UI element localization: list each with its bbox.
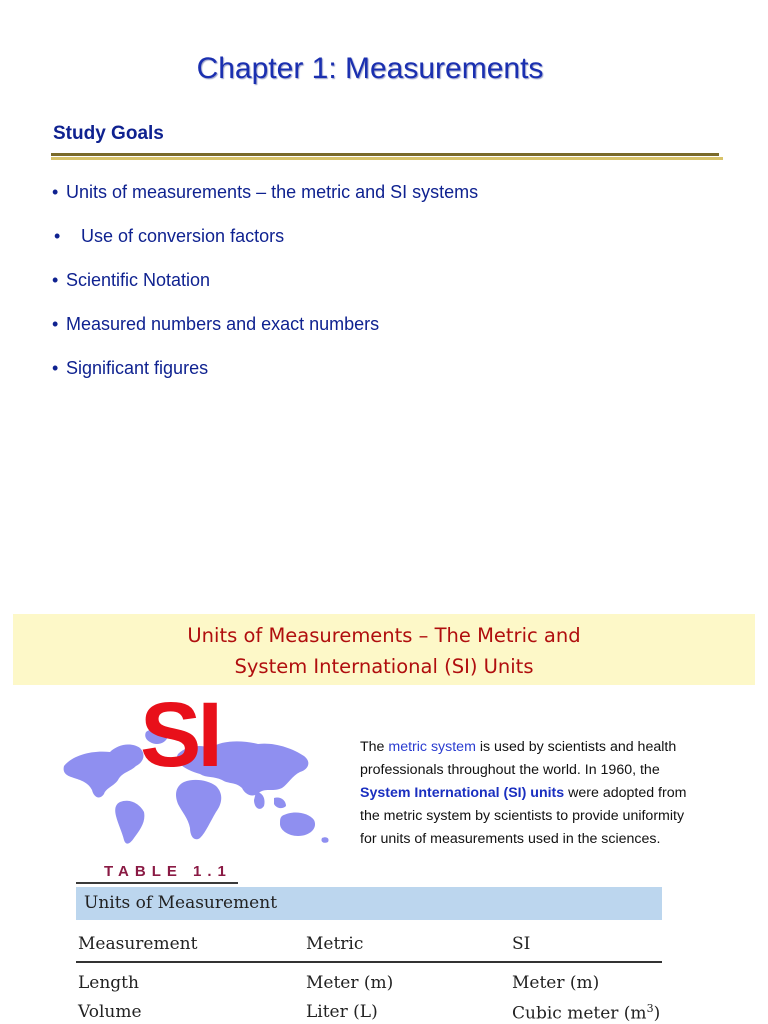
bullet-icon: •: [52, 358, 59, 378]
study-goals-list: [52, 182, 478, 402]
si-logo-text: SI: [140, 688, 219, 786]
column-header-si: SI: [512, 934, 531, 954]
metric-system-term: metric system: [388, 739, 476, 755]
slide-title-banner: [13, 614, 755, 685]
list-item: • Units of measurements – the metric and SI systems: [52, 182, 479, 202]
table-caption-bar: [76, 887, 662, 920]
bullet-icon: •: [52, 182, 59, 202]
table-label: TABLE 1.1: [104, 863, 232, 880]
table-caption: Units of Measurement: [84, 893, 278, 913]
heading-divider-shadow: [51, 157, 723, 160]
metric-system-paragraph: The metric system is used by scientists and health professionals throughout the world. In 1960, the System International (SI) units were adopted from the metric system by scientists to provide uniformity for units of measurements used in the sciences.: [360, 739, 687, 847]
table-cell: Meter (m): [306, 973, 394, 993]
si-world-map-logo: [60, 688, 340, 848]
si-units-term: System International (SI) units: [360, 785, 565, 801]
table-cell: Volume: [78, 1002, 142, 1022]
table-header-rule: [76, 961, 662, 963]
banner-line-1: Units of Measurements – The Metric and: [187, 624, 581, 647]
table-label-rule: [76, 882, 238, 884]
list-item: • Use of conversion factors: [54, 226, 285, 246]
table-cell: Liter (L): [306, 1002, 378, 1022]
bullet-icon: •: [52, 270, 59, 290]
list-item: • Significant figures: [52, 358, 209, 378]
bullet-icon: •: [54, 226, 61, 246]
table-cell: Meter (m): [512, 973, 600, 993]
table-cell: Cubic meter $(m^3)$: [512, 1002, 661, 1024]
column-header-metric: Metric: [306, 934, 364, 954]
column-header-measurement: Measurement: [78, 934, 198, 954]
table-cell: Length: [78, 973, 139, 993]
banner-line-2: System International (SI) Units: [234, 655, 534, 678]
bullet-icon: •: [52, 314, 59, 334]
page-title: Chapter 1: Measurements: [196, 52, 544, 85]
heading-divider: [51, 153, 719, 156]
study-goals-heading: Study Goals: [53, 123, 164, 144]
list-item: • Scientific Notation: [52, 270, 211, 290]
list-item: • Measured numbers and exact numbers: [52, 314, 380, 334]
